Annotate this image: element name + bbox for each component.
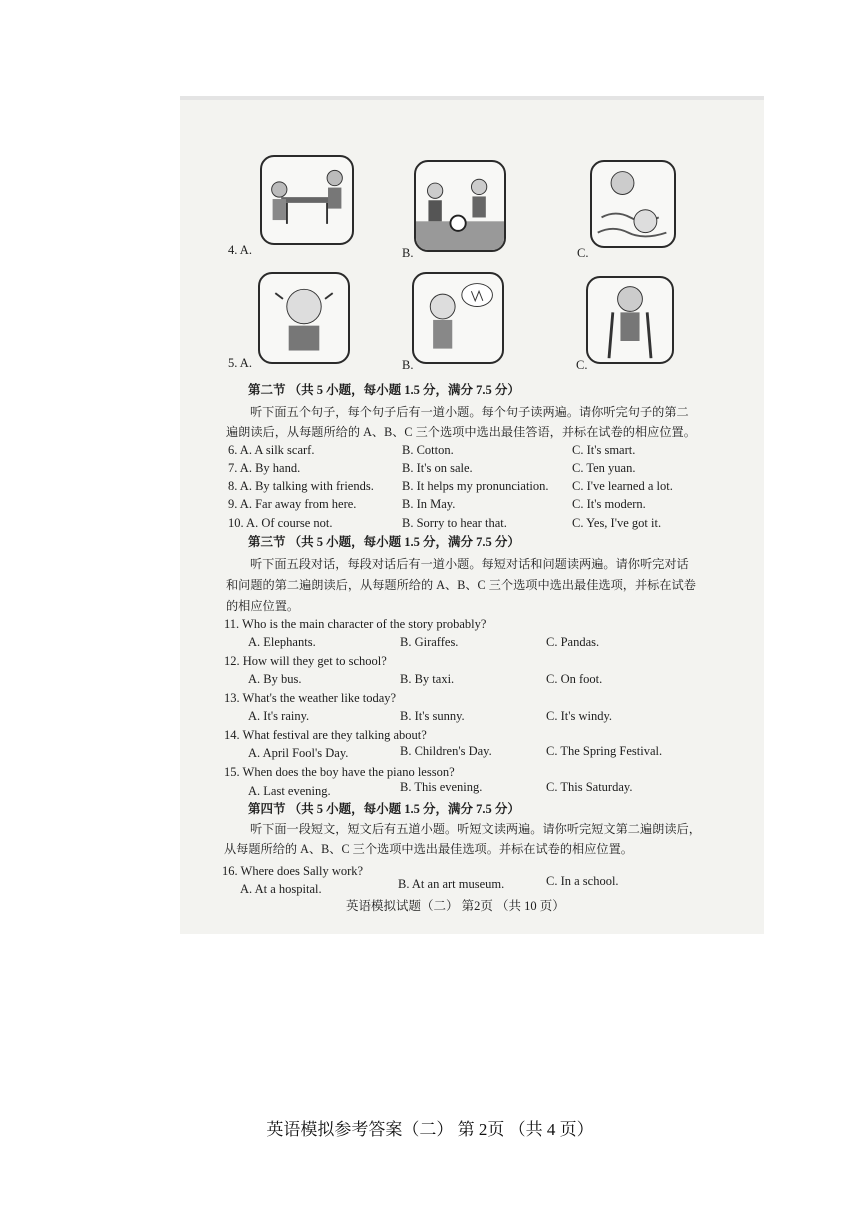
q9-option-a: 9. A. Far away from here.	[228, 497, 357, 511]
scan-page-footer: 英语模拟试题（二） 第2页 （共 10 页）	[346, 899, 565, 913]
q8-option-c: C. I've learned a lot.	[572, 479, 673, 493]
q11-option-b: B. Giraffes.	[400, 635, 459, 649]
q12-option-c: C. On foot.	[546, 672, 603, 686]
q16-question: 16. Where does Sally work?	[222, 864, 364, 878]
q16-option-a: A. At a hospital.	[240, 882, 322, 896]
q4-label: 4. A.	[228, 243, 252, 257]
q6-option-a: 6. A. A silk scarf.	[228, 443, 315, 457]
picture-5b-toothache	[412, 272, 504, 364]
picture-4b-soccer	[414, 160, 506, 252]
q6-option-c: C. It's smart.	[572, 443, 636, 457]
q6-option-b: B. Cotton.	[402, 443, 454, 457]
q4-c-label: C.	[577, 246, 589, 260]
section-3-instruction-2: 和问题的第二遍朗读后，从每题所给的 A、B、C 三个选项中选出最佳选项，并标在试卷	[226, 578, 696, 592]
q5-c-label: C.	[576, 358, 588, 372]
section-3-instruction-3: 的相应位置。	[226, 599, 300, 613]
q15-option-a: A. Last evening.	[248, 784, 331, 798]
section-2-instruction-2: 遍朗读后，从每题所给的 A、B、C 三个选项中选出最佳答语，并标在试卷的相应位置。	[226, 425, 696, 439]
section-4-instruction-2: 从每题所给的 A、B、C 三个选项中选出最佳选项。并标在试卷的相应位置。	[224, 842, 633, 856]
q11-option-c: C. Pandas.	[546, 635, 600, 649]
q16-option-b: B. At an art museum.	[398, 877, 505, 891]
q14-option-a: A. April Fool's Day.	[248, 746, 349, 760]
q14-question: 14. What festival are they talking about?	[224, 728, 427, 742]
q10-option-c: C. Yes, I've got it.	[572, 516, 662, 530]
q10-option-a: 10. A. Of course not.	[228, 516, 333, 530]
q4-b-label: B.	[402, 246, 414, 260]
scanned-exam-page	[180, 96, 764, 934]
section-4-instruction-1: 听下面一段短文，短文后有五道小题。听短文读两遍。请你听完短文第二遍朗读后，	[250, 822, 701, 836]
q14-option-c: C. The Spring Festival.	[546, 744, 663, 758]
q15-question: 15. When does the boy have the piano lesson?	[224, 765, 455, 779]
q14-option-b: B. Children's Day.	[400, 744, 492, 758]
picture-5a-headache	[258, 272, 350, 364]
q7-option-c: C. Ten yuan.	[572, 461, 636, 475]
q5-label: 5. A.	[228, 356, 252, 370]
picture-5c-crutches	[586, 276, 674, 364]
q7-option-b: B. It's on sale.	[402, 461, 473, 475]
section-3-title: 第三节 （共 5 小题，每小题 1.5 分，满分 7.5 分）	[248, 535, 520, 549]
q9-option-b: B. In May.	[402, 497, 456, 511]
picture-4a-table-tennis	[260, 155, 354, 245]
q15-option-c: C. This Saturday.	[546, 780, 633, 794]
q11-option-a: A. Elephants.	[248, 635, 316, 649]
q9-option-c: C. It's modern.	[572, 497, 646, 511]
section-4-title: 第四节 （共 5 小题，每小题 1.5 分，满分 7.5 分）	[248, 802, 520, 816]
section-2-instruction-1: 听下面五个句子，每个句子后有一道小题。每个句子读两遍。请你听完句子的第二	[250, 405, 689, 419]
q16-option-c: C. In a school.	[546, 874, 619, 888]
q15-option-b: B. This evening.	[400, 780, 483, 794]
q13-question: 13. What's the weather like today?	[224, 691, 397, 705]
page-footer: 英语模拟参考答案（二） 第 2页 （共 4 页）	[266, 1120, 594, 1139]
q13-option-c: C. It's windy.	[546, 709, 613, 723]
q5-b-label: B.	[402, 358, 414, 372]
section-2-title: 第二节 （共 5 小题，每小题 1.5 分，满分 7.5 分）	[248, 383, 520, 397]
q8-option-a: 8. A. By talking with friends.	[228, 479, 374, 493]
q10-option-b: B. Sorry to hear that.	[402, 516, 507, 530]
q7-option-a: 7. A. By hand.	[228, 461, 301, 475]
q12-option-b: B. By taxi.	[400, 672, 455, 686]
q11-question: 11. Who is the main character of the story probably?	[224, 617, 487, 631]
picture-4c-swimming	[590, 160, 676, 248]
q13-option-a: A. It's rainy.	[248, 709, 310, 723]
q12-option-a: A. By bus.	[248, 672, 302, 686]
q8-option-b: B. It helps my pronunciation.	[402, 479, 549, 493]
section-3-instruction-1: 听下面五段对话，每段对话后有一道小题。每短对话和问题读两遍。请你听完对话	[250, 557, 689, 571]
q12-question: 12. How will they get to school?	[224, 654, 387, 668]
q13-option-b: B. It's sunny.	[400, 709, 465, 723]
